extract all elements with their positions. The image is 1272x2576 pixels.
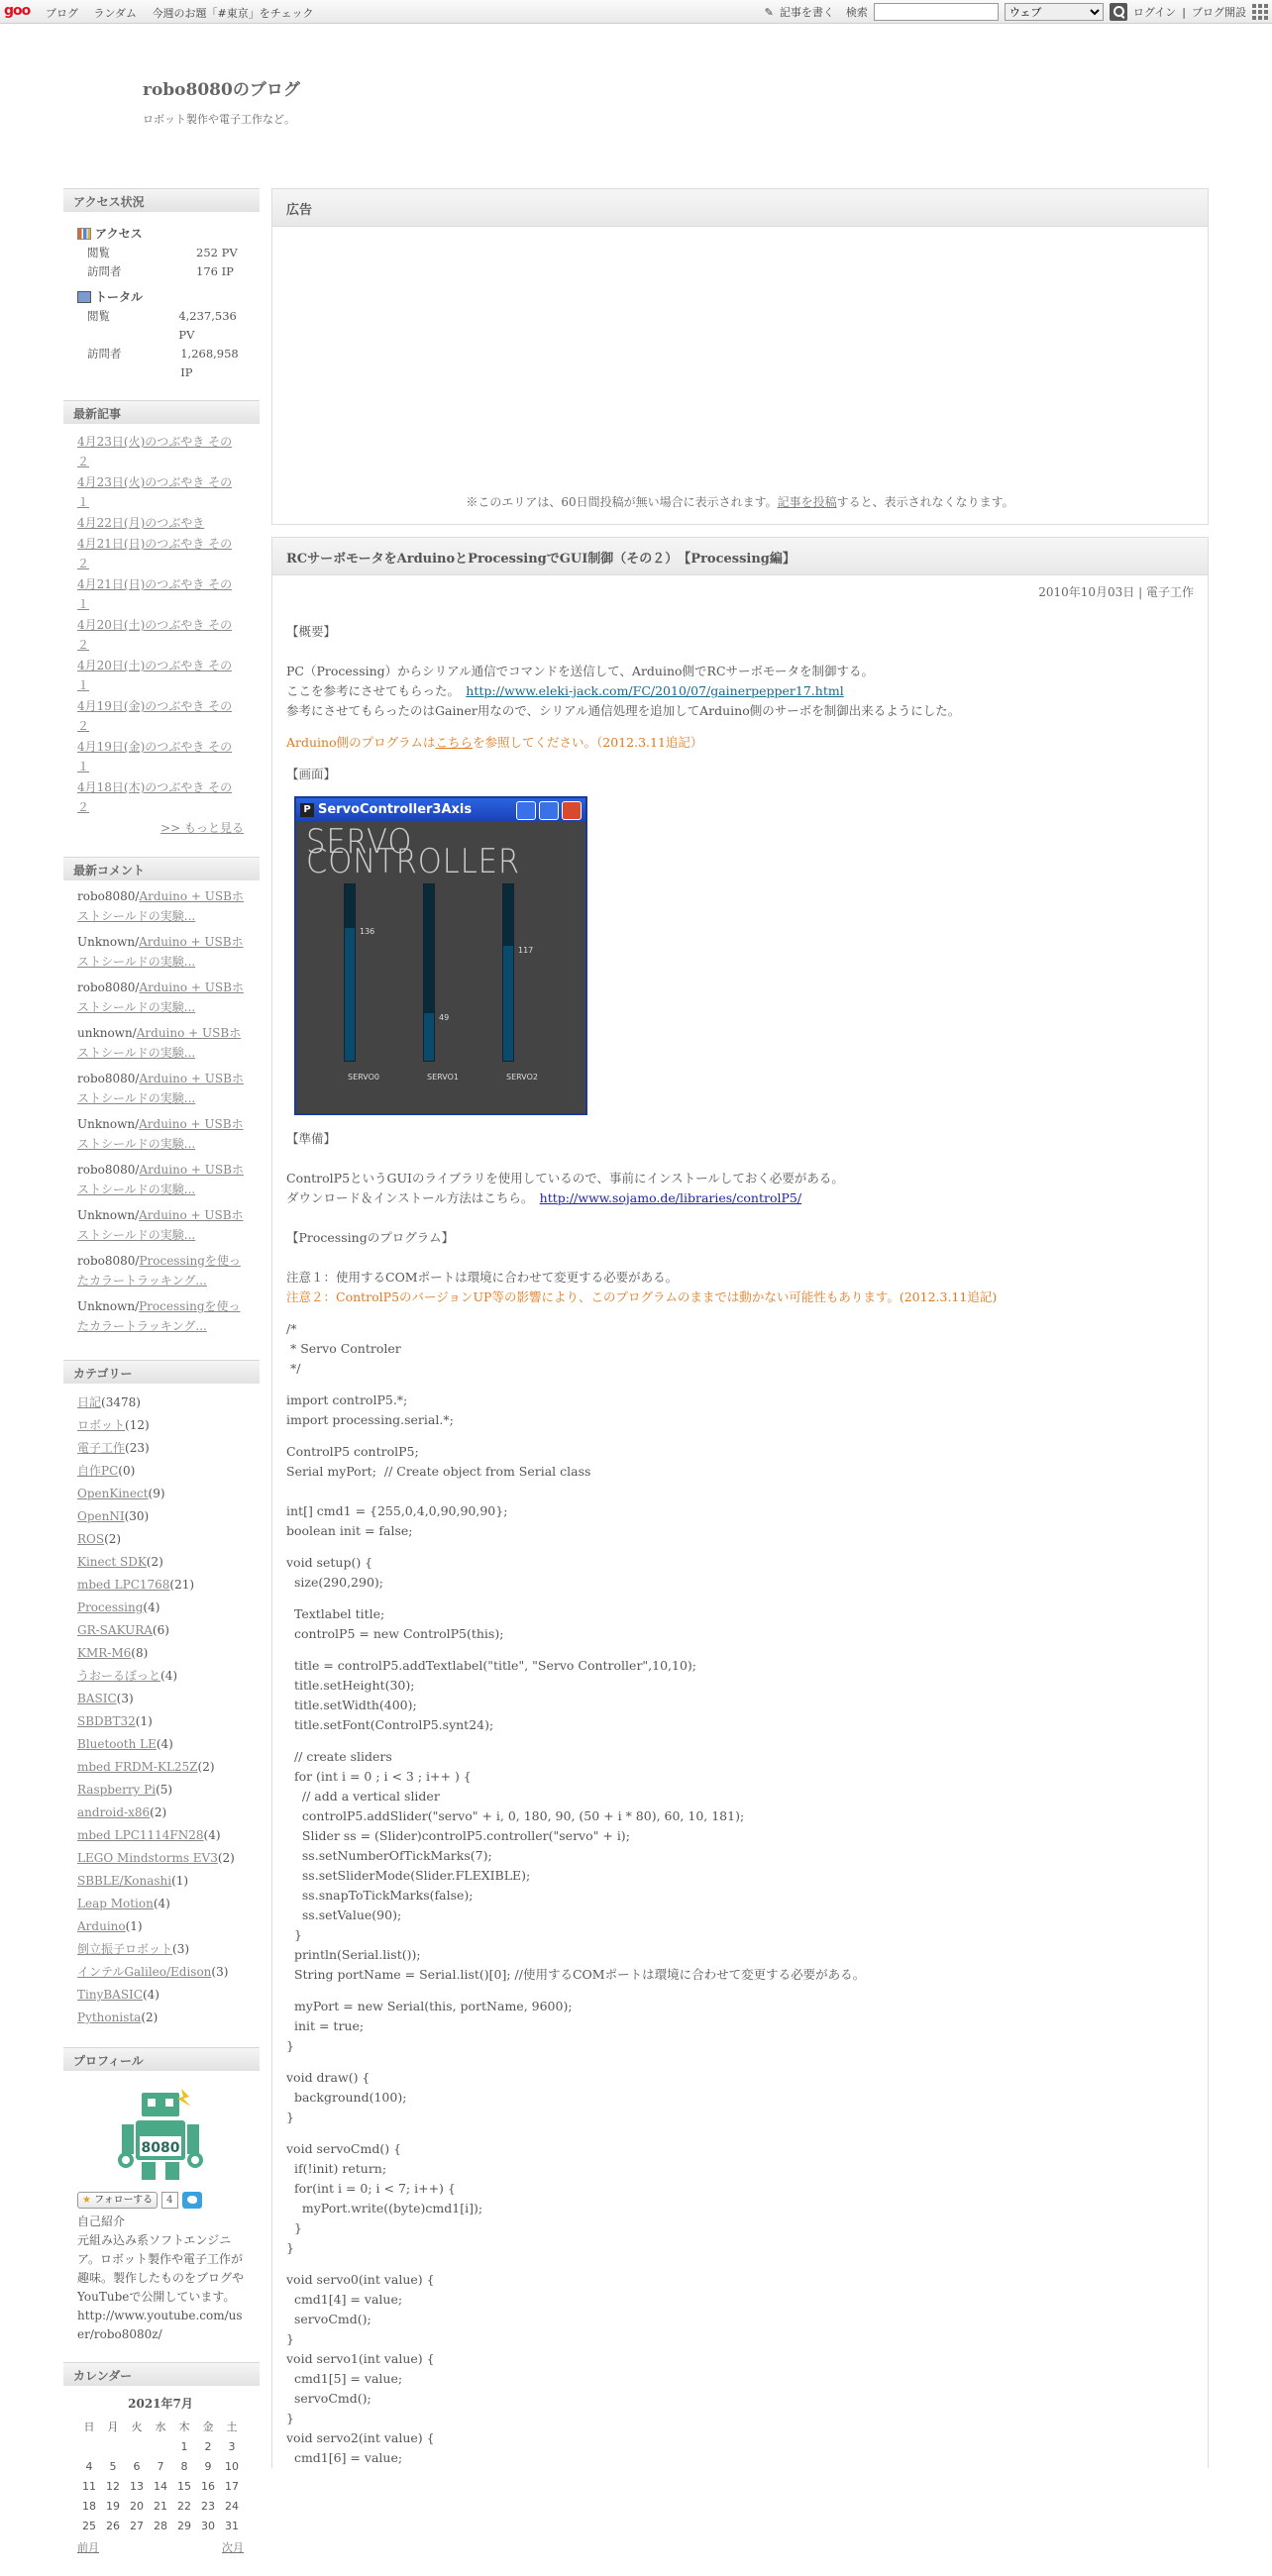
prep-download-text: ダウンロード＆インストール方法はこちら。 xyxy=(286,1190,540,1205)
calendar-day: 6 xyxy=(133,2460,141,2473)
svg-text:8080: 8080 xyxy=(141,2140,180,2156)
category-item xyxy=(77,1460,244,1483)
servo0-slider xyxy=(344,883,356,1062)
category-count: (9) xyxy=(148,1487,165,1500)
category-link[interactable]: SBDBT32 xyxy=(77,1714,136,1728)
follow-label: フォローする xyxy=(94,2195,154,2206)
app-titlebar xyxy=(296,798,585,822)
category-item xyxy=(77,2007,244,2029)
prep-text: ControlP5というGUIのライブラリを使用しているので、事前にインストールしておく必要がある。 xyxy=(286,1171,844,1185)
follow-count: 4 xyxy=(161,2192,177,2209)
category-item xyxy=(77,1619,244,1642)
weekday: 土 xyxy=(226,2421,238,2433)
recent-article-link[interactable]: 4月21日(日)のつぶやき その２ xyxy=(77,537,233,570)
processing-icon: P xyxy=(300,803,314,817)
category-item xyxy=(77,1710,244,1733)
entry-panel xyxy=(271,537,1209,2468)
category-item xyxy=(77,1688,244,1710)
comment-item xyxy=(77,932,244,972)
open-blog-link[interactable]: ブログ開設 xyxy=(1192,6,1246,19)
category-item xyxy=(77,1414,244,1437)
access-box xyxy=(63,188,260,386)
category-link[interactable]: KMR-M6 xyxy=(77,1646,132,1660)
calendar-day: 25 xyxy=(82,2520,96,2532)
calendar-day: 24 xyxy=(225,2500,239,2513)
category-count: (2) xyxy=(150,1805,167,1819)
weekday: 火 xyxy=(131,2421,143,2433)
app-heading: SERVO CONTROLLER xyxy=(306,822,521,881)
category-count: (4) xyxy=(156,1737,173,1751)
calendar-day: 2 xyxy=(204,2440,212,2453)
code-block: title = controlP5.addTextlabel("title", "Servo Controller",10,10); title.setHeight(30); title.setWidth(400); title.setFont(ControlP5.synt24); xyxy=(293,1658,697,1732)
pencil-icon: ✎ xyxy=(764,5,774,19)
book-icon xyxy=(77,291,91,303)
category-link[interactable]: 自作PC xyxy=(77,1464,119,1478)
categories-box xyxy=(63,1360,260,2033)
recent-article-link[interactable]: 4月18日(木)のつぶやき その２ xyxy=(77,780,233,814)
category-item xyxy=(77,1915,244,1938)
today-views: 252 PV xyxy=(196,246,238,259)
comment-link[interactable]: Processingを使ったカラートラッキング... xyxy=(77,1299,241,1333)
calendar-day: 30 xyxy=(201,2520,215,2532)
weekday: 水 xyxy=(155,2421,166,2433)
category-item xyxy=(77,1528,244,1551)
category-link[interactable]: OpenKinect xyxy=(77,1487,149,1500)
category-link[interactable]: OpenNI xyxy=(77,1509,125,1523)
category-link[interactable]: インテルGalileo/Edison xyxy=(77,1965,212,1979)
category-item xyxy=(77,1847,244,1870)
calendar-day: 4 xyxy=(85,2460,93,2473)
ad-panel xyxy=(271,188,1209,525)
category-item xyxy=(77,1437,244,1460)
category-item xyxy=(77,1642,244,1665)
category-count: (4) xyxy=(143,1600,160,1614)
recent-article-link[interactable]: 4月19日(金)のつぶやき その２ xyxy=(77,699,233,733)
comment-link[interactable]: Processingを使ったカラートラッキング... xyxy=(77,1254,241,1288)
sidebar xyxy=(63,188,260,2576)
access-total-label: トータル xyxy=(95,290,144,304)
comment-item xyxy=(77,1296,244,1336)
arduino-note xyxy=(286,733,1194,753)
category-count: (2) xyxy=(146,1555,163,1569)
category-link[interactable]: Arduino xyxy=(77,1919,126,1933)
section-heading: 【準備】 xyxy=(286,1131,337,1146)
category-count: (3) xyxy=(172,1942,190,1956)
toolbar-right xyxy=(765,3,1268,21)
code-block: void servoCmd() { if(!init) return; for(int i = 0; i < 7; i++) { myPort.write((byte)cmd1[i]); } } xyxy=(286,2141,483,2255)
calendar-day: 29 xyxy=(177,2520,191,2532)
category-count: (12) xyxy=(125,1418,150,1432)
comment-author: Unknown/ xyxy=(77,1299,140,1313)
calendar-day: 19 xyxy=(106,2500,120,2513)
recent-article-link[interactable]: 4月21日(日)のつぶやき その１ xyxy=(77,577,233,611)
slider-fill xyxy=(503,946,513,1061)
profile-box xyxy=(63,2047,260,2348)
categories-heading: カテゴリー xyxy=(63,1360,260,1384)
calendar-day: 13 xyxy=(130,2480,144,2493)
servo2-slider xyxy=(502,883,514,1062)
weekday: 金 xyxy=(202,2421,214,2433)
calendar-heading: カレンダー xyxy=(63,2362,260,2386)
search-input[interactable] xyxy=(874,3,999,21)
calendar-table xyxy=(77,2418,244,2536)
blog-title[interactable]: robo8080のブログ xyxy=(143,80,300,100)
calendar-day xyxy=(101,2437,125,2457)
calendar-day: 7 xyxy=(157,2460,164,2473)
category-count: (3) xyxy=(211,1965,229,1979)
category-count: (21) xyxy=(169,1578,195,1592)
comment-link[interactable]: Arduino + USBホストシールドの実験... xyxy=(77,1208,244,1242)
slider-fill xyxy=(345,928,355,1061)
search-icon[interactable] xyxy=(1110,3,1127,21)
category-link[interactable]: 電子工作 xyxy=(77,1441,126,1455)
access-heading: アクセス状況 xyxy=(63,188,260,212)
section-heading: 【Processingのプログラム】 xyxy=(286,1230,455,1245)
category-item xyxy=(77,1961,244,1984)
weekday: 月 xyxy=(107,2421,119,2433)
category-item xyxy=(77,1574,244,1597)
calendar-day: 3 xyxy=(228,2440,236,2453)
comment-link[interactable]: Arduino + USBホストシールドの実験... xyxy=(77,889,244,923)
section-heading: 【画面】 xyxy=(286,767,337,781)
category-count: (2) xyxy=(141,2010,159,2024)
code-block: myPort = new Serial(this, portName, 9600); init = true; } xyxy=(286,1999,573,2053)
login-link[interactable]: ログイン xyxy=(1132,6,1177,19)
twitter-icon[interactable] xyxy=(182,2192,202,2209)
reference-link[interactable]: http://www.eleki-jack.com/FC/2010/07/gainerpepper17.html xyxy=(466,683,844,698)
code-block: /* * Servo Controler */ xyxy=(286,1321,401,1376)
entry-category-link[interactable]: 電子工作 xyxy=(1145,585,1194,599)
comment-item xyxy=(77,1251,244,1290)
app-window-title: ServoController3Axis xyxy=(318,802,473,817)
category-item xyxy=(77,1551,244,1574)
calendar-day: 31 xyxy=(225,2520,239,2532)
category-item xyxy=(77,1893,244,1915)
calendar-day: 16 xyxy=(201,2480,215,2493)
ad-area xyxy=(272,227,1208,524)
ad-note xyxy=(272,493,1208,510)
calendar-day: 26 xyxy=(106,2520,120,2532)
category-item xyxy=(77,1824,244,1847)
calendar-day: 18 xyxy=(82,2500,96,2513)
category-link[interactable]: Kinect SDK xyxy=(77,1555,147,1569)
recent-article-link[interactable]: 4月20日(土)のつぶやき その１ xyxy=(77,659,233,692)
category-link[interactable]: Processing xyxy=(77,1600,144,1614)
category-count: (4) xyxy=(153,1897,170,1910)
blog-description: ロボット製作や電子工作など。 xyxy=(143,113,295,126)
category-count: (4) xyxy=(160,1669,178,1683)
category-count: (23) xyxy=(125,1441,150,1455)
comment-link[interactable]: Arduino + USBホストシールドの実験... xyxy=(77,980,244,1014)
nav-blog[interactable]: ブログ xyxy=(46,7,78,20)
comment-item xyxy=(77,886,244,926)
category-link[interactable]: 倒立振子ロボット xyxy=(77,1942,173,1956)
category-link[interactable]: TinyBASIC xyxy=(77,1988,143,2002)
category-count: (2) xyxy=(217,1851,235,1865)
comment-author: robo8080/ xyxy=(77,1163,140,1177)
entry-meta xyxy=(272,575,1208,600)
post-article-link[interactable]: 記事を投稿 xyxy=(777,495,837,509)
comment-link[interactable]: Arduino + USBホストシールドの実験... xyxy=(77,935,244,969)
category-count: (8) xyxy=(131,1646,149,1660)
calendar-day: 8 xyxy=(180,2460,188,2473)
category-count: (3478) xyxy=(101,1395,141,1409)
category-item xyxy=(77,1505,244,1528)
code-block: int[] cmd1 = {255,0,4,0,90,90,90}; boolean init = false; xyxy=(286,1503,508,1538)
calendar-day: 15 xyxy=(177,2480,191,2493)
comment-item xyxy=(77,1069,244,1108)
servo1-slider xyxy=(423,883,435,1062)
category-count: (5) xyxy=(156,1783,173,1797)
maximize-icon xyxy=(539,801,559,820)
category-item xyxy=(77,1779,244,1802)
calendar-prev-link[interactable]: 前月 xyxy=(77,2541,99,2554)
comment-author: Unknown/ xyxy=(77,1117,140,1131)
note-text: 注意１：使用するCOMポートは環境に合わせて変更する必要がある。 xyxy=(286,1270,679,1285)
search-scope-select[interactable] xyxy=(1005,3,1104,21)
total-visitors: 1,268,958 IP xyxy=(180,347,239,379)
prep-text xyxy=(286,1188,1194,1208)
slider-label: SERVO0 xyxy=(348,1073,379,1082)
category-count: (3) xyxy=(116,1692,134,1705)
overview-text: 参考にさせてもらったのはGainer用なので、シリアル通信処理を追加してArduino側のサーボを制御出来るようにした。 xyxy=(286,703,961,718)
code-block: Textlabel title; controlP5 = new ControlP5(this); xyxy=(293,1606,504,1641)
comment-author: unknown/ xyxy=(77,1026,137,1040)
entry-body xyxy=(272,600,1208,2468)
category-link[interactable]: BASIC xyxy=(77,1692,117,1705)
category-link[interactable]: Bluetooth LE xyxy=(77,1737,157,1751)
controlp5-link[interactable]: http://www.sojamo.de/libraries/controlP5/ xyxy=(539,1190,802,1205)
slider-value: 136 xyxy=(360,927,375,936)
ad-note-text: ※このエリアは、60日間投稿が無い場合に表示されます。 xyxy=(466,495,778,509)
category-link[interactable]: うおーるぼっと xyxy=(77,1669,161,1683)
comment-author: Unknown/ xyxy=(77,1208,140,1222)
overview-text: PC（Processing）からシリアル通信でコマンドを送信して、Arduino側でRCサーボモータを制御する。 xyxy=(286,664,875,678)
category-item xyxy=(77,1984,244,2007)
comment-item xyxy=(77,1023,244,1063)
nav-theme[interactable]: 今週のお題「#東京」をチェック xyxy=(152,7,314,20)
category-link[interactable]: mbed FRDM-KL25Z xyxy=(77,1760,198,1774)
access-today-label: アクセス xyxy=(95,227,143,241)
visitors-label: 訪問者 xyxy=(87,264,122,278)
views-label: 閲覧 xyxy=(87,309,110,323)
code-block: void servo0(int value) { cmd1[4] = value; servoCmd(); } void servo1(int value) { cmd1[5] = value; servoCmd(); } void servo2(int value) { cmd1[6] = value; xyxy=(286,2272,435,2465)
calendar-day: 27 xyxy=(130,2520,144,2532)
comment-link[interactable]: Arduino + USBホストシールドの実験... xyxy=(77,1117,244,1151)
recent-heading: 最新記事 xyxy=(63,400,260,424)
slider-label: SERVO2 xyxy=(506,1073,538,1082)
arduino-program-link[interactable]: こちら xyxy=(435,735,474,750)
ad-heading: 広告 xyxy=(272,189,1208,227)
toolbar-divider: | xyxy=(1182,5,1186,19)
weekday: 木 xyxy=(178,2421,190,2433)
apps-grid-icon[interactable] xyxy=(1252,4,1268,20)
category-item xyxy=(77,1483,244,1505)
calendar-day: 14 xyxy=(154,2480,167,2493)
category-link[interactable]: Leap Motion xyxy=(77,1897,154,1910)
calendar-day: 12 xyxy=(106,2480,120,2493)
nav-random[interactable]: ランダム xyxy=(93,7,138,20)
recent-article-link[interactable]: 4月23日(火)のつぶやき その１ xyxy=(77,475,233,509)
recent-articles-box xyxy=(63,400,260,843)
chart-icon xyxy=(77,228,91,240)
star-icon: ★ xyxy=(82,2195,91,2206)
category-link[interactable]: LEGO Mindstorms EV3 xyxy=(77,1851,218,1865)
main-column xyxy=(271,188,1209,2480)
comments-heading: 最新コメント xyxy=(63,857,260,880)
code-block: void setup() { size(290,290); xyxy=(286,1555,383,1590)
follow-button[interactable] xyxy=(77,2192,158,2209)
overview-ref-text: ここを参考にさせてもらった。 xyxy=(286,683,467,698)
search-label: 検索 xyxy=(845,6,868,19)
section-heading: 【概要】 xyxy=(286,624,337,639)
category-count: (30) xyxy=(124,1509,150,1523)
calendar-month: 2021年7月 xyxy=(128,2397,193,2411)
today-visitors: 176 IP xyxy=(196,264,234,278)
recent-comments-box xyxy=(63,857,260,1346)
entry-meta-separator: | xyxy=(1134,585,1146,599)
calendar-day: 9 xyxy=(204,2460,212,2473)
category-link[interactable]: ロボット xyxy=(77,1418,126,1432)
minimize-icon xyxy=(516,801,536,820)
arduino-note-text: Arduino側のプログラムは xyxy=(286,735,436,750)
profile-intro: 元組み込み系ソフトエンジニア。ロボット製作や電子工作が趣味。製作したものをブログやYouTubeで公開しています。 xyxy=(77,2233,245,2304)
recent-article-link[interactable]: 4月20日(土)のつぶやき その２ xyxy=(77,618,233,652)
slider-value: 49 xyxy=(439,1013,450,1022)
category-count: (1) xyxy=(171,1874,189,1888)
category-link[interactable]: mbed LPC1768 xyxy=(77,1578,170,1592)
calendar-day: 22 xyxy=(177,2500,191,2513)
comment-item xyxy=(77,1114,244,1154)
category-link[interactable]: GR-SAKURA xyxy=(77,1623,153,1637)
category-item xyxy=(77,1802,244,1824)
close-icon xyxy=(562,801,582,820)
category-count: (0) xyxy=(118,1464,136,1478)
category-count: (1) xyxy=(135,1714,153,1728)
recent-article-link[interactable]: 4月19日(金)のつぶやき その１ xyxy=(77,740,233,773)
category-count: (2) xyxy=(104,1532,122,1546)
code-block: // create sliders for (int i = 0 ; i < 3 ; i++ ) { // add a vertical slider controlP5.addSlider("servo" + i, 0, 180, 90, (50 + i * 80), 60, 10, 181); Slider ss = (Slider)controlP5.controller("servo" + i); ss.setNumberOfTickMarks(7); ss.setSliderMode(Slider.FLEXIBLE); ss.snapToTickMarks(false); ss.setValue(90); } println(Serial.list()); String portName = Serial.list()[0]; //使用するCOMポートは環境に合わせて変更する必要がある。 xyxy=(293,1749,866,1982)
calendar-box xyxy=(63,2362,260,2562)
comment-author: robo8080/ xyxy=(77,1072,140,1085)
profile-intro-title: 自己紹介 xyxy=(77,2215,126,2228)
calendar-day xyxy=(77,2437,101,2457)
comment-item xyxy=(77,978,244,1017)
slider-fill xyxy=(424,1013,434,1061)
profile-avatar-robot[interactable] xyxy=(112,2087,209,2184)
comment-link[interactable]: Arduino + USBホストシールドの実験... xyxy=(77,1163,244,1196)
category-link[interactable]: 日記 xyxy=(77,1395,102,1409)
category-count: (4) xyxy=(203,1828,221,1842)
comment-item xyxy=(77,1205,244,1245)
comment-link[interactable]: Arduino + USBホストシールドの実験... xyxy=(77,1026,242,1060)
calendar-day: 23 xyxy=(201,2500,215,2513)
entry-date: 2010年10月03日 xyxy=(1038,585,1135,599)
arduino-note-text: を参照してください。（2012.3.11追記） xyxy=(473,735,703,750)
recent-article-link[interactable]: 4月22日(月)のつぶやき xyxy=(77,516,205,530)
category-link[interactable]: SBBLE/Konashi xyxy=(77,1874,172,1888)
note-text: 注意２：ControlP5のバージョンUP等の影響により、このプログラムのままでは動かない可能性もあります。(2012.3.11追記) xyxy=(286,1289,998,1304)
calendar-day xyxy=(149,2437,172,2457)
category-item xyxy=(77,1665,244,1688)
code-block: import controlP5.*; import processing.serial.*; xyxy=(286,1392,454,1427)
comment-item xyxy=(77,1160,244,1199)
code-block: ControlP5 controlP5; Serial myPort; // Create object from Serial class xyxy=(286,1444,591,1479)
category-item xyxy=(77,1756,244,1779)
calendar-day: 17 xyxy=(225,2480,239,2493)
category-item xyxy=(77,1597,244,1619)
recent-article-link[interactable]: 4月23日(火)のつぶやき その２ xyxy=(77,435,233,468)
category-link[interactable]: Pythonista xyxy=(77,2010,142,2024)
code-block: void draw() { background(100); } xyxy=(286,2070,407,2124)
slider-label: SERVO1 xyxy=(427,1073,459,1082)
toolbar-nav xyxy=(46,5,325,21)
category-item xyxy=(77,1870,244,1893)
ad-note-text: すると、表示されなくなります。 xyxy=(836,495,1014,509)
more-articles-link[interactable]: >> もっと見る xyxy=(160,821,244,835)
goo-toolbar xyxy=(0,0,1272,24)
calendar-day: 11 xyxy=(82,2480,96,2493)
category-link[interactable]: android-x86 xyxy=(77,1805,151,1819)
calendar-day: 10 xyxy=(225,2460,239,2473)
category-count: (6) xyxy=(152,1623,169,1637)
slider-value: 117 xyxy=(518,946,534,955)
calendar-next-link[interactable]: 次月 xyxy=(222,2541,244,2554)
category-count: (2) xyxy=(197,1760,215,1774)
goo-logo[interactable]: goo xyxy=(4,3,31,19)
category-item xyxy=(77,1938,244,1961)
write-article-link[interactable]: 記事を書く xyxy=(779,6,834,19)
calendar-day: 28 xyxy=(154,2520,167,2532)
overview-text xyxy=(286,681,1194,701)
category-count: (1) xyxy=(125,1919,143,1933)
category-count: (4) xyxy=(142,1988,159,2002)
calendar-day: 20 xyxy=(130,2500,144,2513)
profile-heading: プロフィール xyxy=(63,2047,260,2071)
category-link[interactable]: mbed LPC1114FN28 xyxy=(77,1828,204,1842)
category-item xyxy=(77,1391,244,1414)
comment-link[interactable]: Arduino + USBホストシールドの実験... xyxy=(77,1072,244,1105)
calendar-day: 1 xyxy=(180,2440,188,2453)
calendar-day: 5 xyxy=(109,2460,117,2473)
total-views: 4,237,536 PV xyxy=(178,309,237,342)
comment-author: robo8080/ xyxy=(77,980,140,994)
app-screenshot xyxy=(294,796,587,1115)
views-label: 閲覧 xyxy=(87,246,110,259)
comment-author: Unknown/ xyxy=(77,935,140,949)
comment-author: robo8080/ xyxy=(77,889,140,903)
visitors-label: 訪問者 xyxy=(87,347,122,361)
calendar-day: 21 xyxy=(154,2500,167,2513)
category-item xyxy=(77,1733,244,1756)
calendar-day xyxy=(125,2437,149,2457)
category-link[interactable]: ROS xyxy=(77,1532,105,1546)
comment-author: robo8080/ xyxy=(77,1254,140,1268)
profile-url: http://www.youtube.com/user/robo8080z/ xyxy=(77,2309,243,2341)
category-link[interactable]: Raspberry Pi xyxy=(77,1783,157,1797)
entry-title[interactable]: RCサーボモータをArduinoとProcessingでGUI制御（その２） 【Processing編】 xyxy=(272,538,1208,575)
weekday: 日 xyxy=(83,2421,95,2433)
